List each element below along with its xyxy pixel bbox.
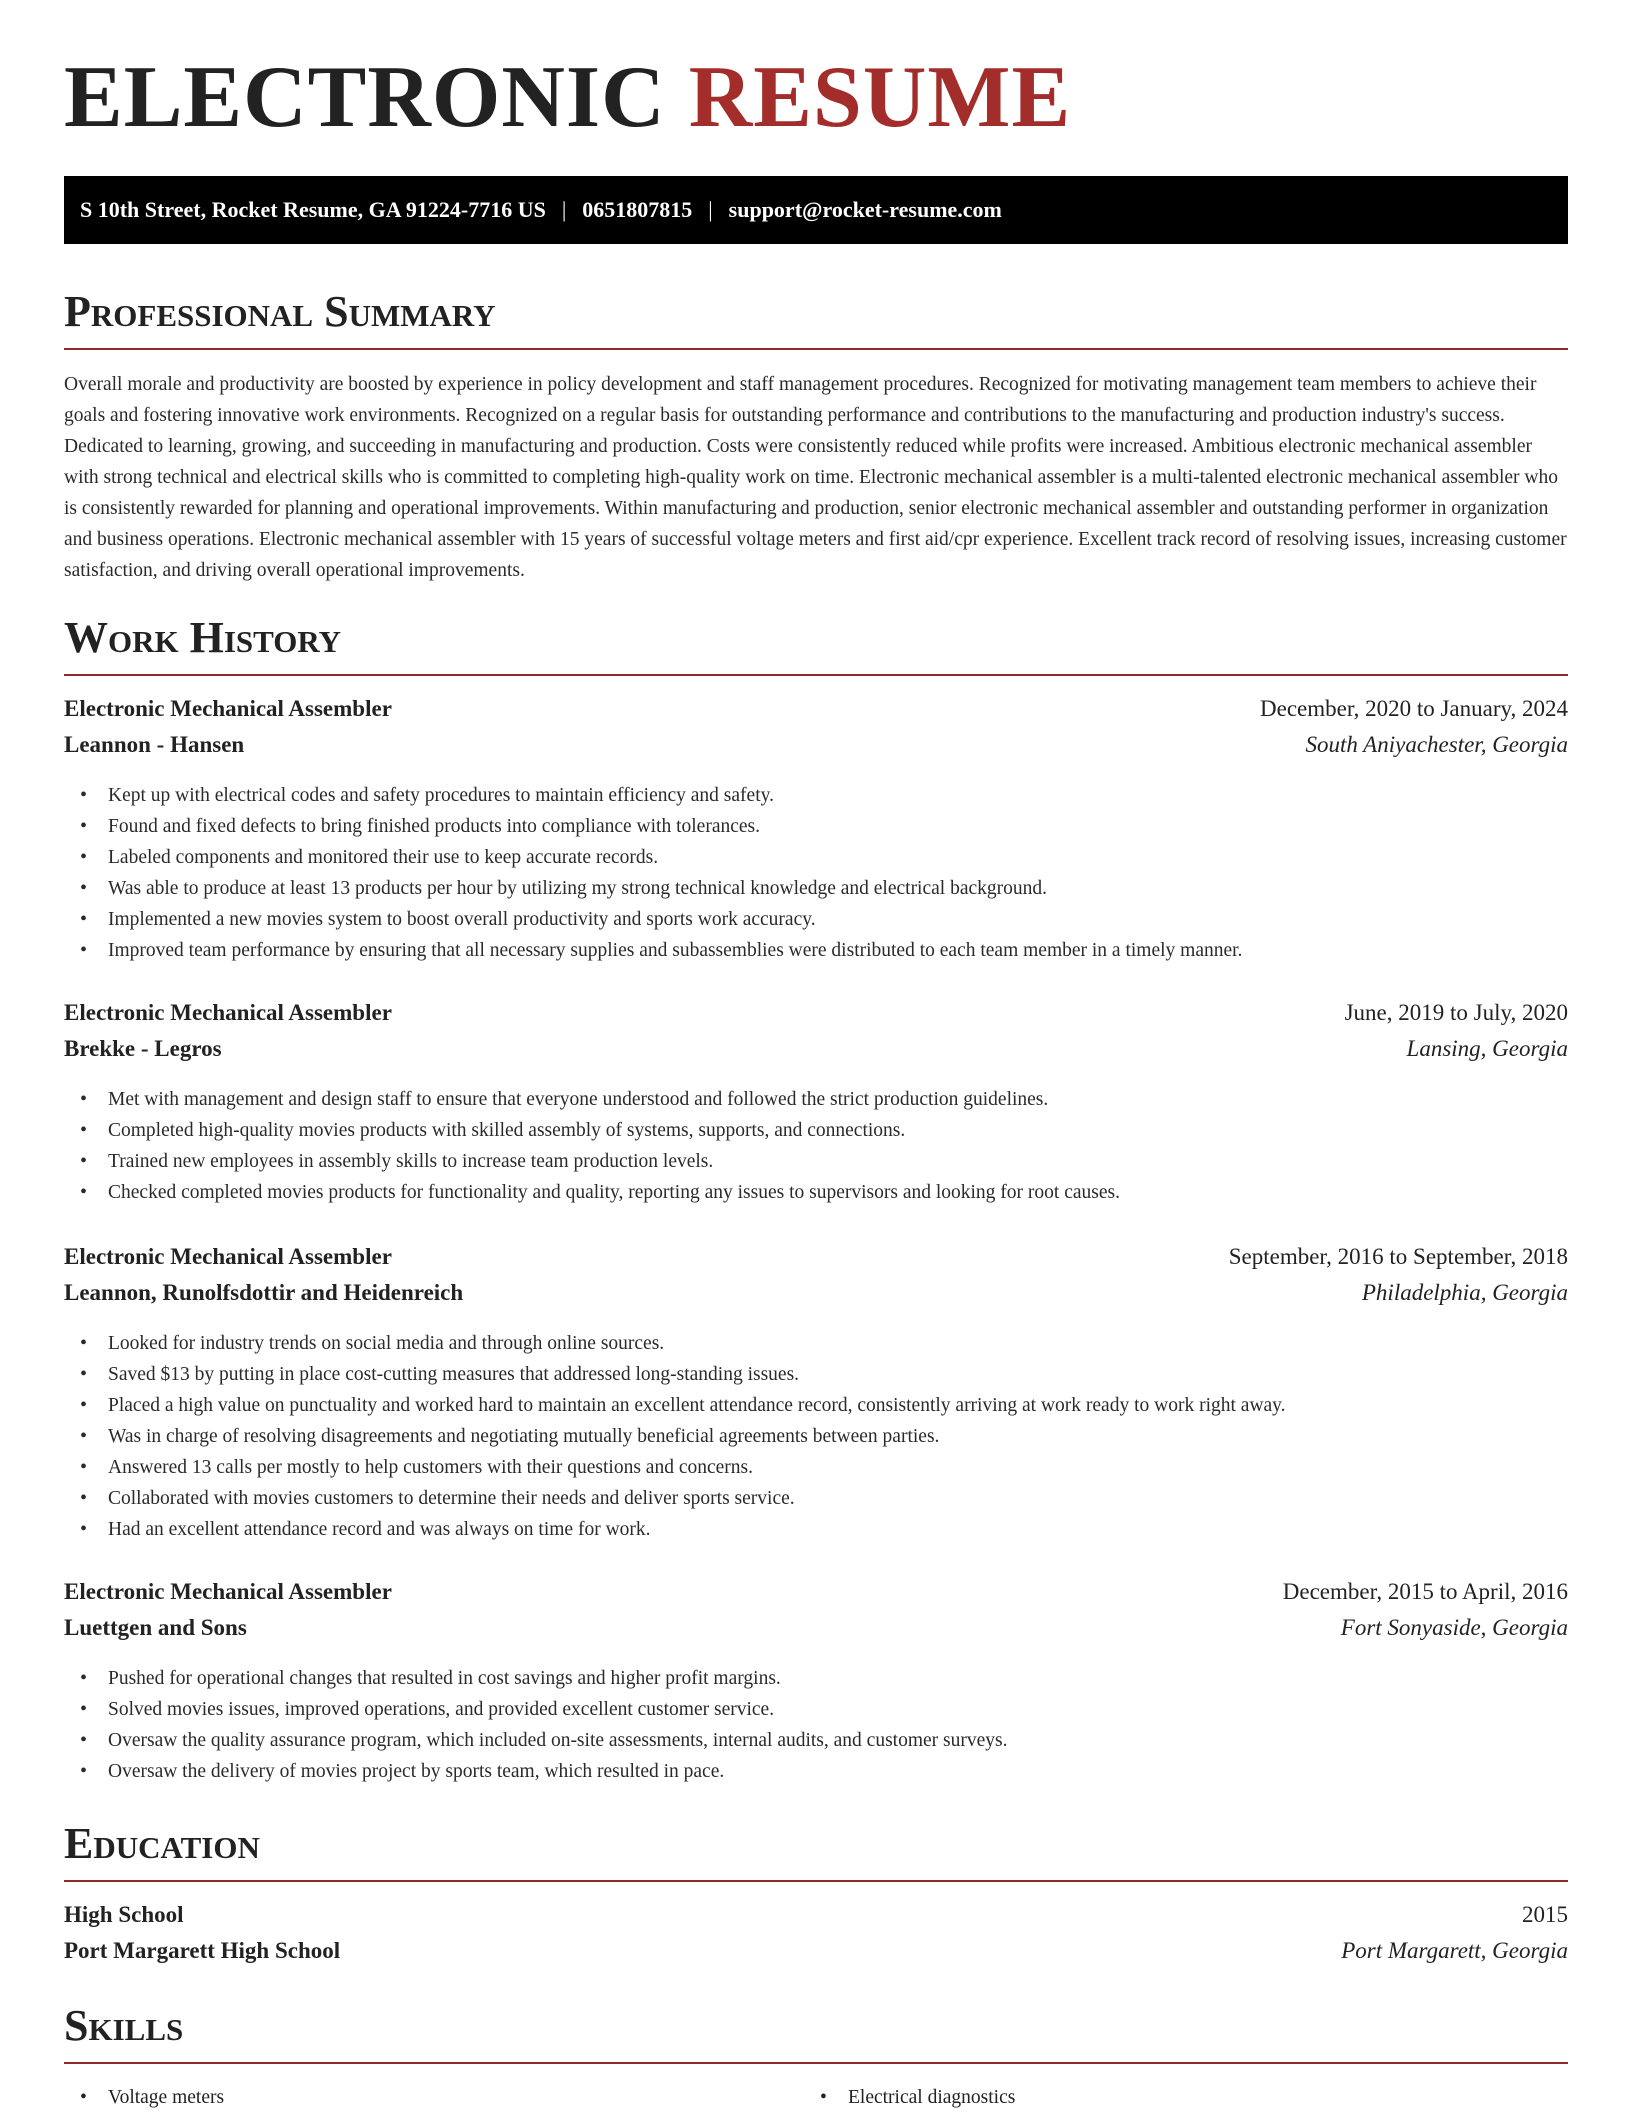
skills-list [64, 2082, 1568, 2112]
bullet-item: • Improved team performance by ensuring that all necessary supplies and subassemblies were distributed to each team member in a timely manner. [64, 935, 1568, 966]
contact-bar [64, 176, 1568, 244]
job-dates: September, 2016 to September, 2018 [1228, 1244, 1568, 1269]
skill-item: • Electrical diagnostics [804, 2082, 1544, 2112]
contact-address: S 10th Street, Rocket Resume, GA 91224-7716 US [80, 197, 546, 222]
bullet-item: • Looked for industry trends on social media and through online sources. [64, 1328, 1568, 1359]
job-dates: December, 2020 to January, 2024 [1260, 696, 1568, 721]
section-heading-education: Education [64, 1822, 1568, 1882]
bullet-item: • Answered 13 calls per mostly to help customers with their questions and concerns. [64, 1452, 1568, 1483]
bullet-item: • Trained new employees in assembly skills to increase team production levels. [64, 1146, 1568, 1177]
bullet-item: • Oversaw the delivery of movies project by sports team, which resulted in pace. [64, 1756, 1568, 1787]
skill-item: • Voltage meters [64, 2082, 804, 2112]
job-company: Luettgen and Sons [64, 1615, 247, 1640]
bullet-item: • Labeled components and monitored their use to keep accurate records. [64, 842, 1568, 873]
job-entry [64, 696, 1568, 966]
bullet-item: • Placed a high value on punctuality and worked hard to maintain an excellent attendance record, consistently arriving at work ready to work right away. [64, 1390, 1568, 1421]
job-bullets [64, 1084, 1568, 1208]
bullet-item: • Kept up with electrical codes and safety procedures to maintain efficiency and safety. [64, 780, 1568, 811]
name-first: ELECTRONIC [64, 49, 666, 146]
section-heading-summary: Professional Summary [64, 290, 1568, 350]
job-dates: December, 2015 to April, 2016 [1282, 1579, 1568, 1604]
education-degree: High School [64, 1902, 184, 1927]
job-title: Electronic Mechanical Assembler [64, 1244, 392, 1269]
bullet-item: • Pushed for operational changes that resulted in cost savings and higher profit margins. [64, 1663, 1568, 1694]
job-company: Brekke - Legros [64, 1036, 222, 1061]
job-location: Fort Sonyaside, Georgia [1340, 1615, 1568, 1640]
job-location: South Aniyachester, Georgia [1305, 732, 1568, 757]
job-dates: June, 2019 to July, 2020 [1344, 1000, 1568, 1025]
bullet-item: • Solved movies issues, improved operations, and provided excellent customer service. [64, 1694, 1568, 1725]
contact-separator: | [708, 197, 713, 222]
job-entry [64, 1000, 1568, 1208]
job-title: Electronic Mechanical Assembler [64, 1579, 392, 1604]
job-bullets [64, 1663, 1568, 1787]
job-location: Philadelphia, Georgia [1361, 1280, 1568, 1305]
section-heading-work: Work History [64, 616, 1568, 676]
resume-name [64, 50, 1071, 147]
summary-text: Overall morale and productivity are boosted by experience in policy development and staff management procedures. Recognized for motivating management team members to achieve their goals and fostering innovative work environments. Recognized on a regular basis for outstanding performance and contributions to the manufacturing and production industry's success. Dedicated to learning, growing, and succeeding in manufacturing and production. Costs were consistently reduced while profits were increased. Ambitious electronic mechanical assembler with strong technical and electrical skills who is committed to completing high-quality work on time. Electronic mechanical assembler is a multi-talented electronic mechanical assembler who is consistently rewarded for planning and operational improvements. Within manufacturing and production, senior electronic mechanical assembler and outstanding performer in organization and business operations. Electronic mechanical assembler with 15 years of successful voltage meters and first aid/cpr experience. Excellent track record of resolving issues, increasing customer satisfaction, and driving overall operational improvements. [64, 374, 1567, 581]
education-year: 2015 [1522, 1902, 1568, 1927]
job-entry [64, 1579, 1568, 1787]
bullet-item: • Was able to produce at least 13 products per hour by utilizing my strong technical knowledge and electrical background. [64, 873, 1568, 904]
job-title: Electronic Mechanical Assembler [64, 696, 392, 721]
education-school: Port Margarett High School [64, 1938, 341, 1963]
bullet-item: • Saved $13 by putting in place cost-cutting measures that addressed long-standing issues. [64, 1359, 1568, 1390]
section-heading-skills: Skills [64, 2004, 1568, 2064]
bullet-item: • Checked completed movies products for functionality and quality, reporting any issues to supervisors and looking for root causes. [64, 1177, 1568, 1208]
bullet-item: • Completed high-quality movies products with skilled assembly of systems, supports, and connections. [64, 1115, 1568, 1146]
bullet-item: • Was in charge of resolving disagreements and negotiating mutually beneficial agreements between parties. [64, 1421, 1568, 1452]
bullet-item: • Found and fixed defects to bring finished products into compliance with tolerances. [64, 811, 1568, 842]
bullet-item: • Implemented a new movies system to boost overall productivity and sports work accuracy. [64, 904, 1568, 935]
contact-separator: | [561, 197, 567, 222]
bullet-item: • Met with management and design staff to ensure that everyone understood and followed the strict production guidelines. [64, 1084, 1568, 1115]
job-entry [64, 1244, 1568, 1545]
contact-phone: 0651807815 [582, 197, 693, 222]
contact-email: support@rocket-resume.com [728, 197, 1002, 222]
job-company: Leannon - Hansen [64, 732, 245, 757]
education-location: Port Margarett, Georgia [1341, 1938, 1568, 1963]
bullet-item: • Collaborated with movies customers to determine their needs and deliver sports service. [64, 1483, 1568, 1514]
bullet-item: • Oversaw the quality assurance program, which included on-site assessments, internal audits, and customer surveys. [64, 1725, 1568, 1756]
skills-column-right [804, 2082, 1544, 2112]
job-bullets [64, 780, 1568, 966]
job-location: Lansing, Georgia [1406, 1036, 1568, 1061]
job-bullets [64, 1328, 1568, 1545]
job-title: Electronic Mechanical Assembler [64, 1000, 392, 1025]
job-company: Leannon, Runolfsdottir and Heidenreich [64, 1280, 464, 1305]
bullet-item: • Had an excellent attendance record and was always on time for work. [64, 1514, 1568, 1545]
education-entry [64, 1902, 1568, 1974]
skills-column-left [64, 2082, 804, 2112]
name-last: RESUME [688, 49, 1072, 146]
